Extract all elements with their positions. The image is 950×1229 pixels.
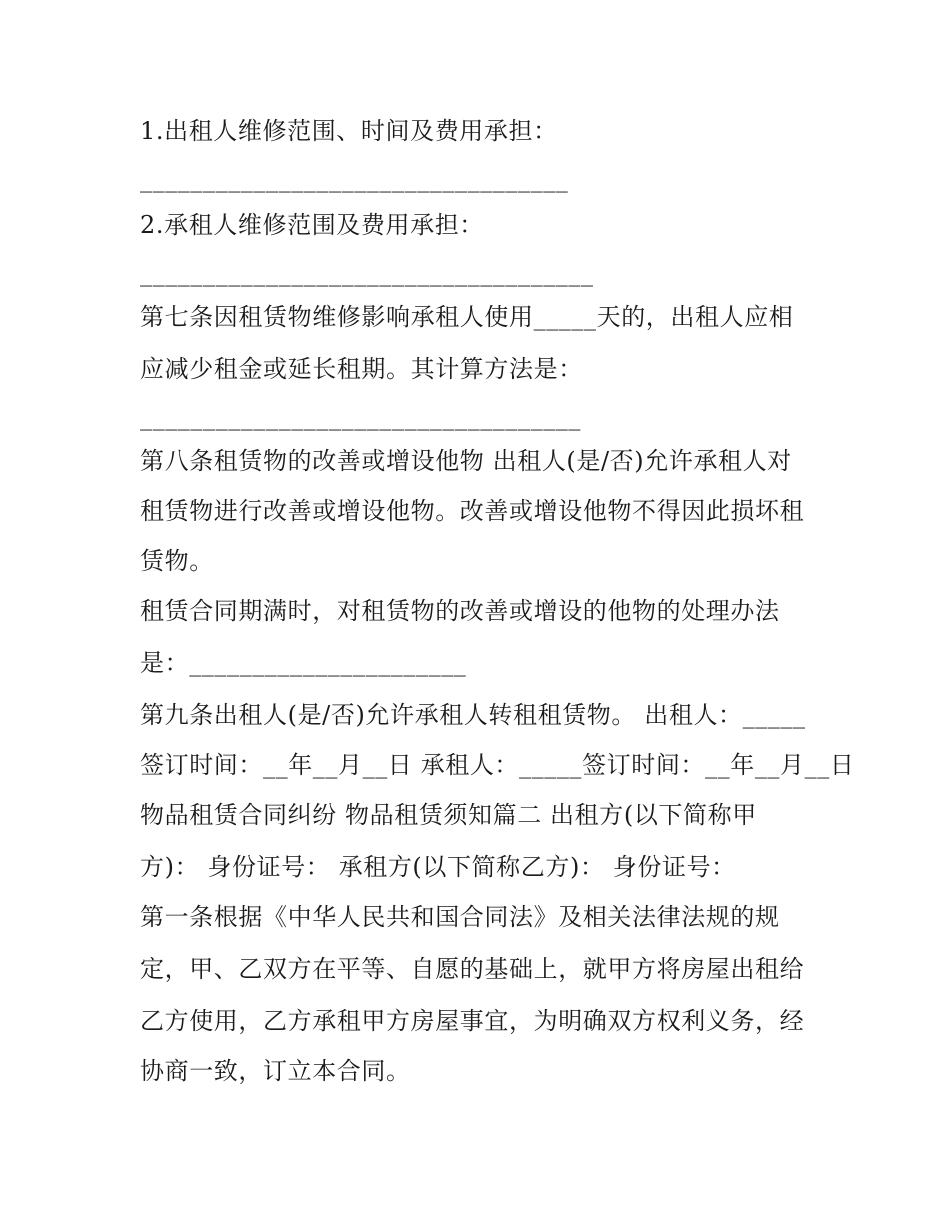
text-line-4: 应减少租金或延长租期。其计算方法是： (140, 355, 583, 383)
text-line-1: 1.出租人维修范围、时间及费用承担： (140, 117, 558, 145)
text-line-14: 第一条根据《中华人民共和国合同法》及相关法律法规的规 (140, 903, 780, 931)
text-line-7: 赁物。 (140, 547, 214, 575)
text-line-13: 方)： 身份证号： 承租方(以下简称乙方)： 身份证号： (140, 853, 736, 881)
text-line-17: 协商一致，订立本合同。 (140, 1057, 411, 1085)
text-line-6: 租赁物进行改善或增设他物。改善或增设他物不得因此损坏租 (140, 497, 805, 525)
text-line-9: 是：______________________ (140, 649, 467, 677)
text-line-5: 第八条租赁物的改善或增设他物 出租人(是/否)允许承租人对 (140, 447, 792, 475)
text-line-8: 租赁合同期满时，对租赁物的改善或增设的他物的处理办法 (140, 597, 780, 625)
text-line-15: 定，甲、乙双方在平等、自愿的基础上，就甲方将房屋出租给 (140, 955, 805, 983)
text-line-12: 物品租赁合同纠纷 物品租赁须知篇二 出租方(以下简称甲 (140, 801, 757, 829)
text-line-2: 2.承租人维修范围及费用承担： (140, 211, 484, 239)
blank-line-1: __________________________________ (140, 165, 569, 193)
text-line-16: 乙方使用，乙方承租甲方房屋事宜，为明确双方权利义务，经 (140, 1007, 805, 1035)
text-line-11: 签订时间：__年__月__日 承租人：_____签订时间：__年__月__日 (140, 751, 855, 779)
blank-line-2: ____________________________________ (140, 259, 594, 287)
blank-line-3: ___________________________________ (140, 403, 581, 431)
text-line-3: 第七条因租赁物维修影响承租人使用_____天的，出租人应相 (140, 303, 794, 331)
text-line-10: 第九条出租人(是/否)允许承租人转租租赁物。 出租人：_____ (140, 701, 806, 729)
